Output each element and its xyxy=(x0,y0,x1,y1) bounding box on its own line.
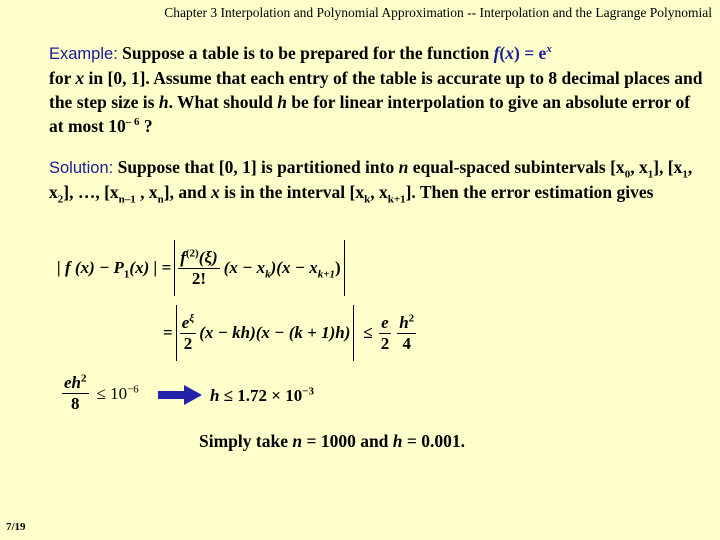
h2-over-4-fraction: $\frac{h^2}{4}$ xyxy=(399,311,415,353)
solution-label: Solution: xyxy=(49,159,114,177)
e-over-2-fraction: $\frac{e}{2}$ xyxy=(380,312,390,353)
abs-bar-right xyxy=(344,240,345,296)
abs-bar-left xyxy=(174,240,175,296)
exp-xi-fraction: $\frac{e^\xi}{2}$ xyxy=(181,311,195,353)
example-label: Example: xyxy=(49,45,118,63)
error-formula-line1: | f $(x) - P_1(x)$ | = $\frac{f^{(2)}(\xi)}{2!}$ $(x - x_k)(x - x_{k+1})$ xyxy=(57,240,348,296)
solution-paragraph: Solution: Suppose that [0, 1] is partitioned into n equal-spaced subintervals [$x_0$, $x_1$], [$x_1$, $x_2$], …, [$x_{n-1}$ , $x_n$], and x is in the interval [$x_k$, $x_{k+1}$]. Then the error estimation gives xyxy=(49,157,693,206)
implies-arrow-icon xyxy=(158,385,202,405)
page-number: 7/19 xyxy=(6,521,26,533)
example-paragraph: Example: Suppose a table is to be prepared for the function $f(x) = e^x$ for x in [0, 1]. Assume that each entry of the table is accurate up to 8 decimal places and the step size is h. What should h be for linear interpolation to give an absolute error of at most $10^{- 6}$ ? xyxy=(49,43,703,136)
bound-inequality: $\frac{eh^2}{8}$ ≤ $10^{-6}$ xyxy=(64,372,139,413)
error-formula-line2: = $\frac{e^\xi}{2}$ (x − kh)(x − (k + 1)h) ≤ $\frac{e}{2}$ $\frac{h^2}{4}$ xyxy=(163,305,416,361)
second-derivative-fraction: $\frac{f^{(2)}(\xi)}{2!}$ xyxy=(180,246,218,288)
eh2-over-8-fraction: $\frac{eh^2}{8}$ xyxy=(64,372,87,413)
final-statement: Simply take n = 1000 and h = 0.001. xyxy=(199,431,465,451)
slide-header: Chapter 3 Interpolation and Polynomial Approximation -- Interpolation and the Lagrange Polynomial xyxy=(164,5,712,20)
answer-line: $h \le 1.72 \times 10^{-3}$ xyxy=(210,385,315,405)
